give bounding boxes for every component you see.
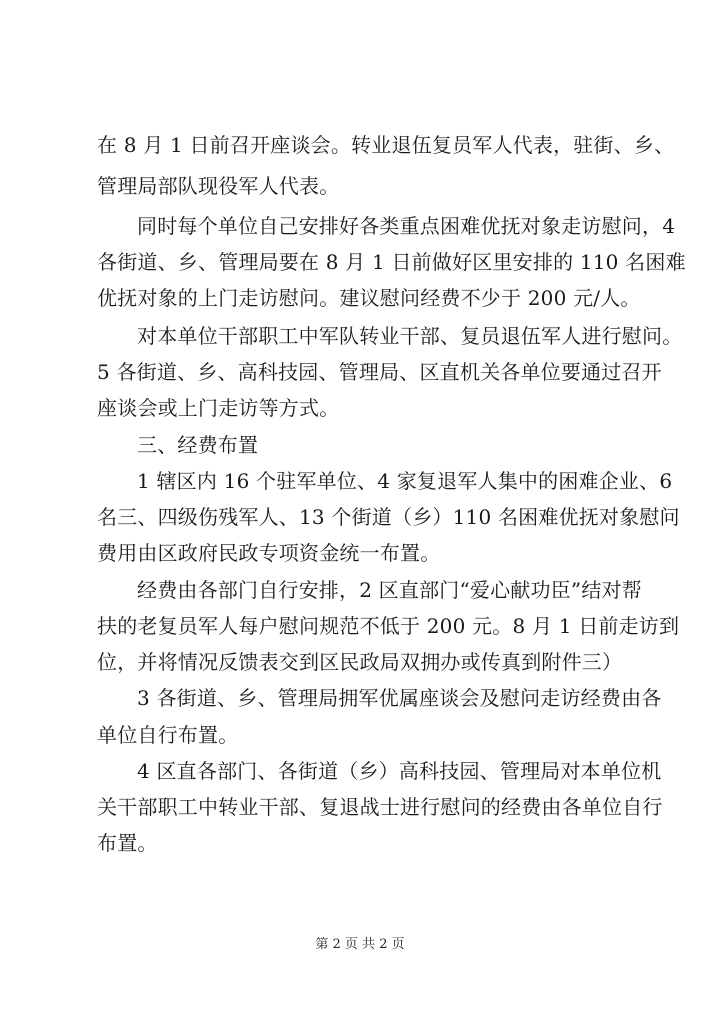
text-line: 4 区直各部门、各街道（乡）高科技园、管理局对本单位机 bbox=[137, 759, 662, 783]
text-line: 费用由区政府民政专项资金统一布置。 bbox=[97, 541, 441, 565]
text-line: 单位自行布置。 bbox=[97, 723, 239, 747]
text-line: 同时每个单位自己安排好各类重点困难优抚对象走访慰问，4 bbox=[137, 214, 676, 238]
page-number: 第 2 页 共 2 页 bbox=[315, 937, 405, 952]
text-line: 3 各街道、乡、管理局拥军优属座谈会及慰问走访经费由各 bbox=[137, 686, 662, 710]
text-line: 1 辖区内 16 个驻军单位、4 家复退军人集中的困难企业、6 bbox=[137, 469, 673, 493]
text-line: 关干部职工中转业干部、复退战士进行慰问的经费由各单位自行 bbox=[97, 795, 663, 819]
text-line: 5 各街道、乡、高科技园、管理局、区直机关各单位要通过召开 bbox=[97, 360, 662, 384]
text-line: 管理局部队现役军人代表。 bbox=[97, 174, 340, 198]
text-line: 座谈会或上门走访等方式。 bbox=[97, 396, 340, 420]
text-line: 在 8 月 1 日前召开座谈会。转业退伍复员军人代表，驻街、乡、 bbox=[97, 133, 675, 157]
section-heading: 三、经费布置 bbox=[137, 433, 259, 457]
text-line: 位，并将情况反馈表交到区民政局双拥办或传真到附件三） bbox=[97, 650, 623, 674]
text-line: 对本单位干部职工中军队转业干部、复员退伍军人进行慰问。 bbox=[137, 324, 683, 348]
text-line: 各街道、乡、管理局要在 8 月 1 日前做好区里安排的 110 名困难 bbox=[97, 250, 686, 274]
text-line: 名三、四级伤残军人、13 个街道（乡）110 名困难优抚对象慰问 bbox=[97, 505, 680, 529]
text-line: 布置。 bbox=[97, 831, 158, 855]
text-line: 经费由各部门自行安排，2 区直部门“爱心献功臣”结对帮 bbox=[137, 578, 642, 602]
text-line: 优抚对象的上门走访慰问。建议慰问经费不少于 200 元/人。 bbox=[97, 286, 641, 310]
text-line: 扶的老复员军人每户慰问规范不低于 200 元。8 月 1 日前走访到 bbox=[97, 614, 680, 638]
